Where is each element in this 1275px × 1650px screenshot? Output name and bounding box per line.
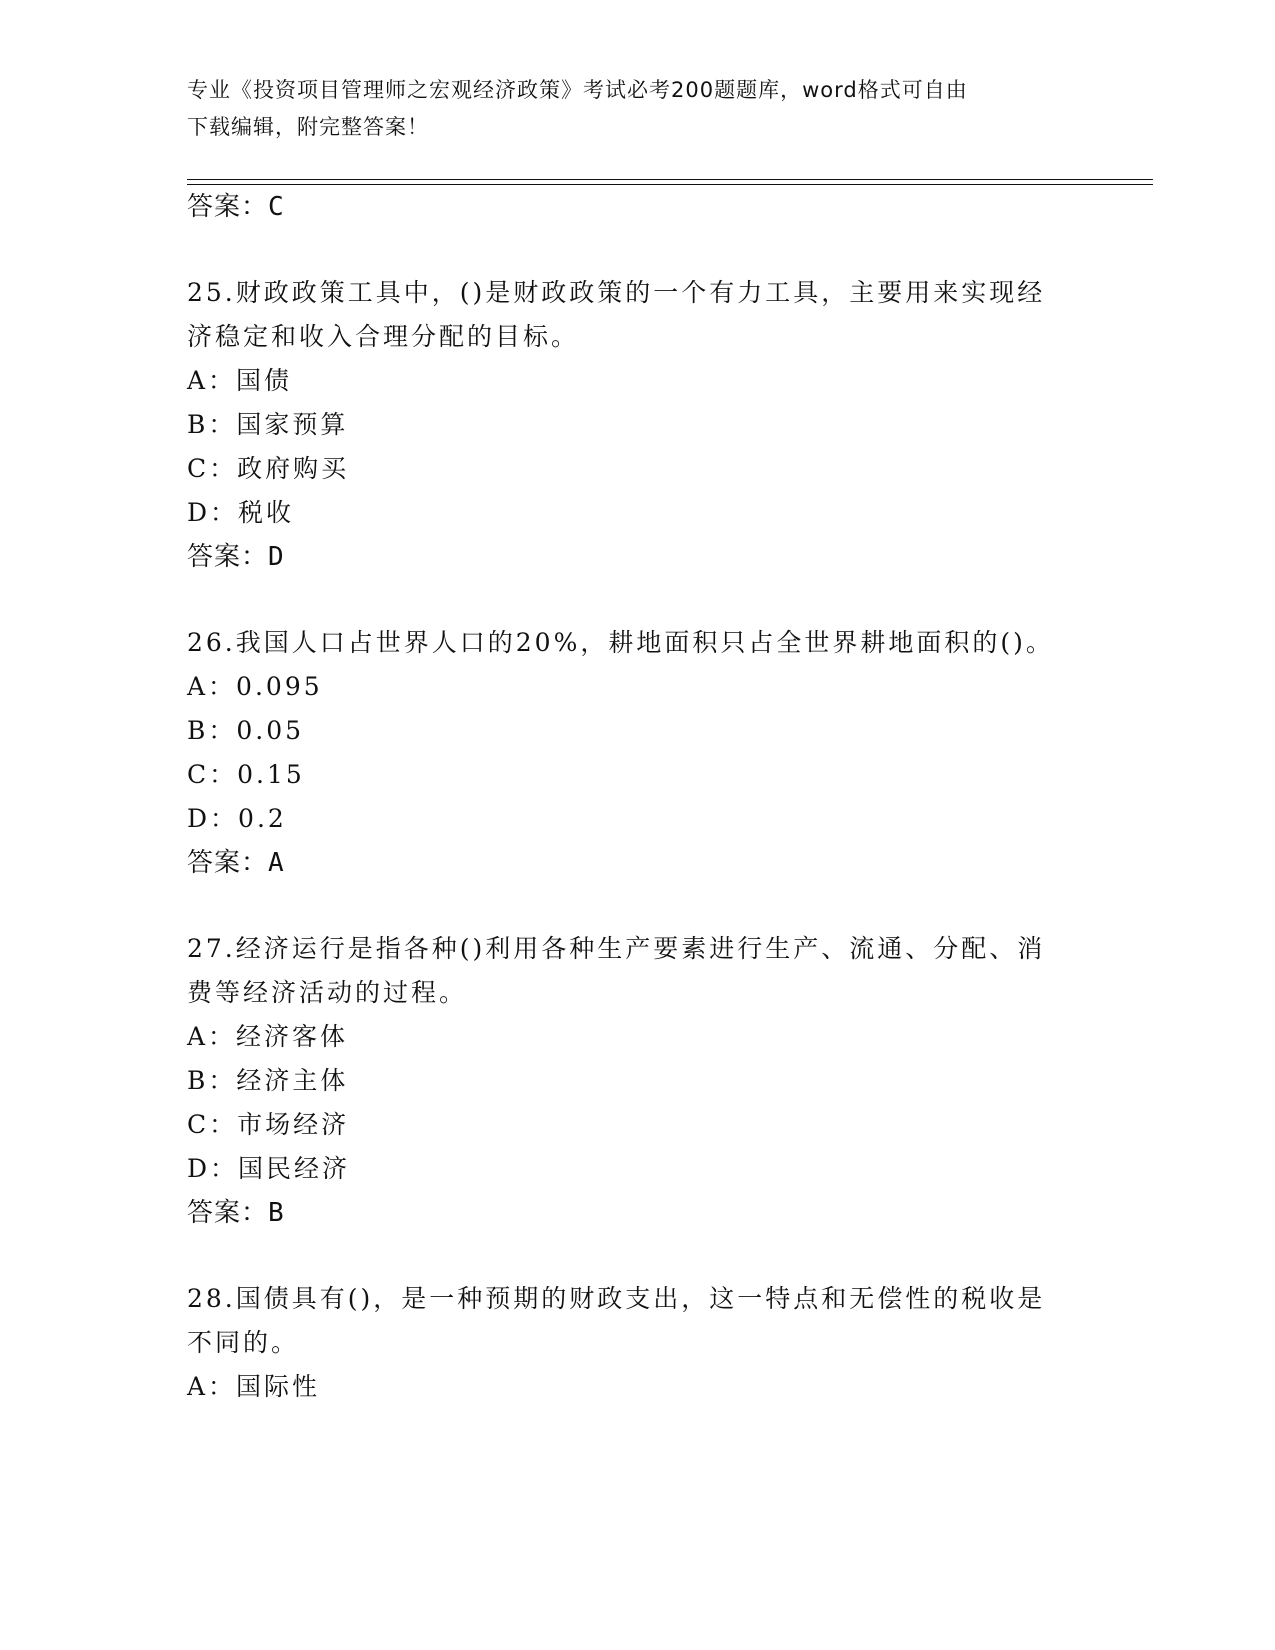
- option-c: C：市场经济: [187, 1110, 350, 1139]
- question-stem-continued: 费等经济活动的过程。: [187, 978, 468, 1007]
- question-stem-continued: 济稳定和收入合理分配的目标。: [187, 322, 580, 351]
- answer-line: [187, 536, 285, 573]
- option-a: A：经济客体: [187, 1022, 349, 1051]
- header-divider-top: [187, 179, 1153, 180]
- option-d: D：国民经济: [187, 1154, 351, 1183]
- header-line-2: 下载编辑，附完整答案！: [187, 115, 429, 139]
- header-line-1: 专业《投资项目管理师之宏观经济政策》考试必考200题题库，word格式可自由: [187, 78, 968, 102]
- option-c: C：政府购买: [187, 454, 350, 483]
- question-stem: 25.财政政策工具中，()是财政政策的一个有力工具，主要用来实现经: [187, 278, 1046, 307]
- answer-line: [187, 842, 285, 879]
- option-c: C：0.15: [187, 760, 305, 789]
- question-stem: 27.经济运行是指各种()利用各种生产要素进行生产、流通、分配、消: [187, 934, 1046, 963]
- header-divider-bottom: [187, 184, 1153, 185]
- question-stem-continued: 不同的。: [187, 1328, 300, 1357]
- option-b: B：国家预算: [187, 410, 349, 439]
- answer-label: 答案：: [187, 542, 269, 572]
- answer-label: 答案：: [187, 848, 269, 878]
- answer-value: D: [268, 542, 285, 572]
- answer-value: C: [268, 192, 285, 222]
- option-d: D：税收: [187, 498, 295, 527]
- answer-line: [187, 186, 285, 223]
- option-a: A：0.095: [187, 672, 323, 701]
- question-stem: 28.国债具有()，是一种预期的财政支出，这一特点和无偿性的税收是: [187, 1284, 1046, 1313]
- document-header: [187, 72, 1087, 146]
- option-b: B：经济主体: [187, 1066, 349, 1095]
- question-stem: 26.我国人口占世界人口的20%，耕地面积只占全世界耕地面积的()。: [187, 628, 1054, 657]
- answer-value: B: [268, 1198, 285, 1228]
- option-a: A：国债: [187, 366, 293, 395]
- answer-label: 答案：: [187, 192, 269, 222]
- answer-line: [187, 1192, 285, 1229]
- answer-value: A: [268, 848, 285, 878]
- option-b: B：0.05: [187, 716, 305, 745]
- option-a: A：国际性: [187, 1372, 321, 1401]
- option-d: D：0.2: [187, 804, 287, 833]
- answer-label: 答案：: [187, 1198, 269, 1228]
